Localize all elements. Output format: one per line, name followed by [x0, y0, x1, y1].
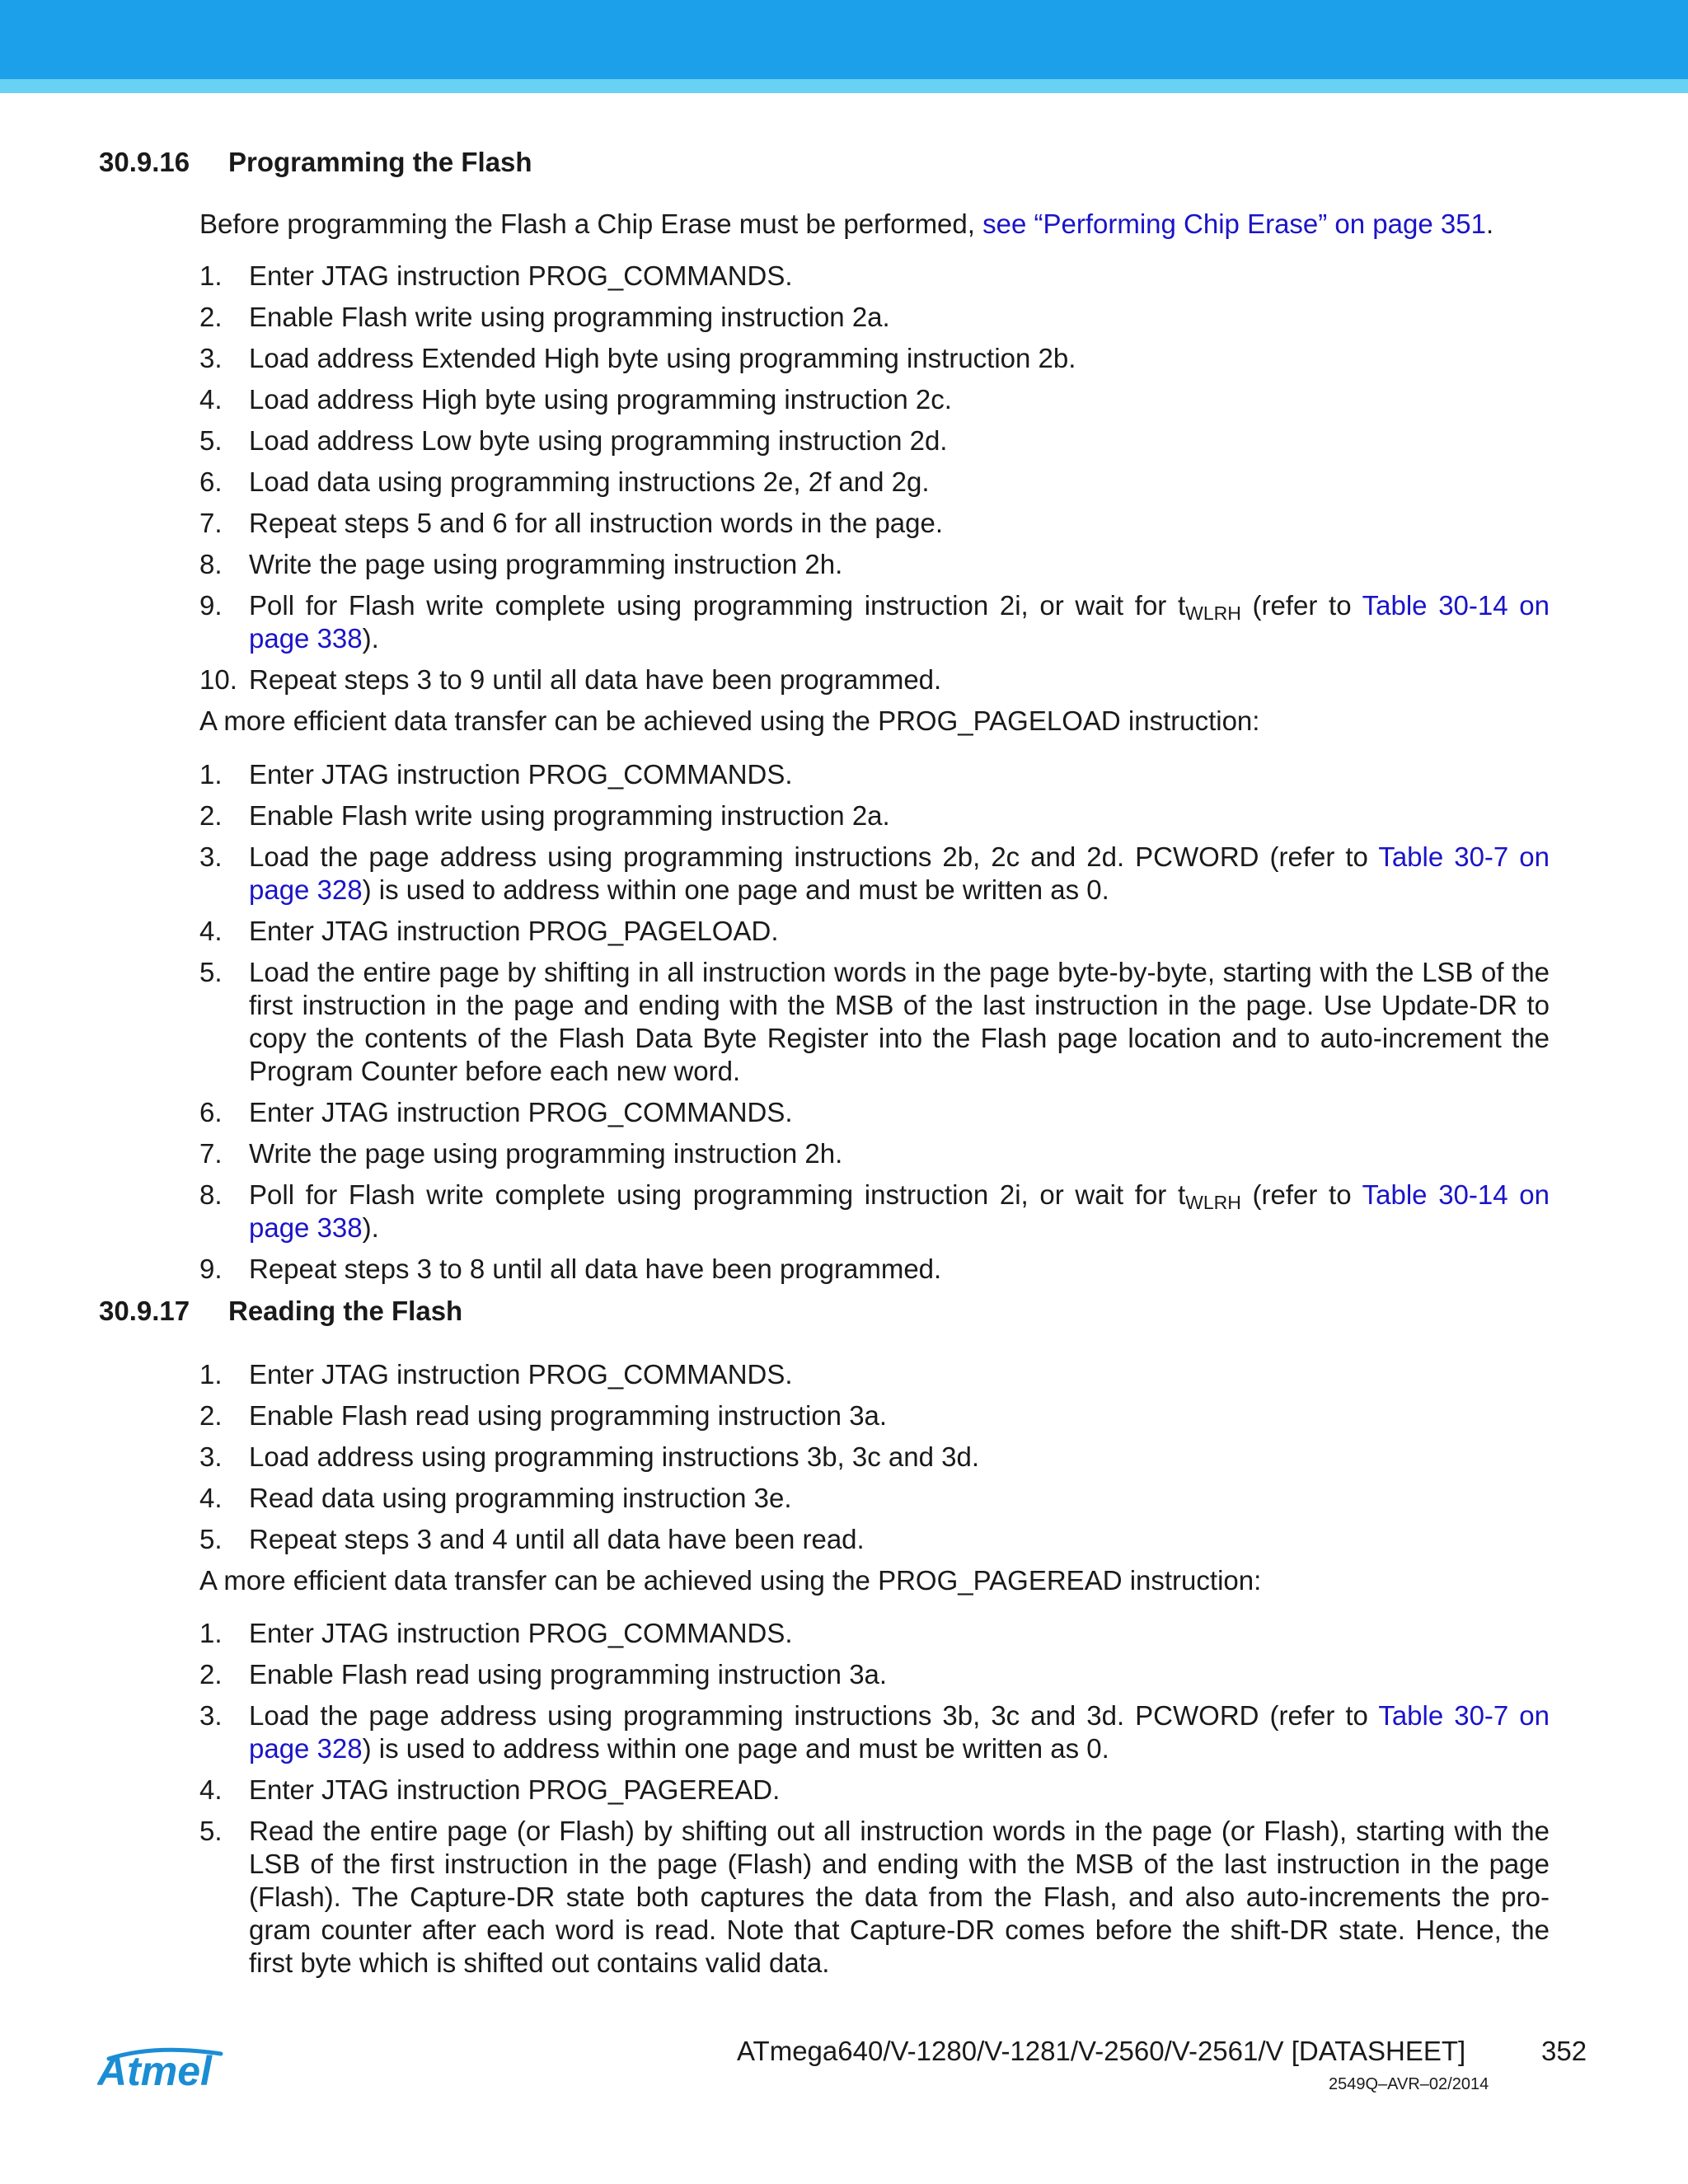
list-item	[199, 1658, 1550, 1691]
list-item	[199, 1617, 1550, 1650]
list-item	[199, 1179, 1550, 1244]
list-text: Enter JTAG instruction PROG_COMMANDS.	[249, 1097, 793, 1127]
list-text: Read data using programming instruction 3e.	[249, 1483, 792, 1513]
section-heading	[99, 147, 532, 178]
efficient-write-paragraph: A more efficient data transfer can be achieved using the PROG_PAGELOAD instruction:	[199, 705, 1260, 736]
intro-period: .	[1485, 209, 1494, 239]
list-text-part: (refer to	[1240, 1179, 1362, 1210]
list-number: 3.	[199, 841, 223, 872]
list-number: 1.	[199, 1618, 223, 1648]
list-item	[199, 507, 1550, 540]
intro-paragraph	[199, 208, 1550, 241]
list-text: Enable Flash read using programming instruction 3a.	[249, 1659, 888, 1690]
document-code: 2549Q–AVR–02/2014	[1329, 2075, 1489, 2093]
list-text-part: Load the page address using programming instructions 3b, 3c and 3d. PCWORD (refer to	[249, 1700, 1379, 1731]
list-item	[199, 915, 1550, 948]
section-number: 30.9.17	[99, 1296, 190, 1326]
list-item	[199, 841, 1550, 907]
list-number: 5.	[199, 957, 223, 987]
list-text-part: Poll for Flash write complete using programming instruction 2i, or wait for t	[249, 1179, 1186, 1210]
list-number: 4.	[199, 1483, 223, 1513]
atmel-logo	[97, 2042, 246, 2093]
list-text: Repeat steps 3 to 8 until all data have been programmed.	[249, 1254, 942, 1284]
table-30-14-link[interactable]: Table 30-14 on page 338	[249, 590, 1550, 654]
list-number: 7.	[199, 508, 223, 538]
list-item	[199, 758, 1550, 791]
list-number: 2.	[199, 800, 223, 831]
list-number: 2.	[199, 1400, 223, 1431]
list-number: 1.	[199, 260, 223, 291]
list-item	[199, 1699, 1550, 1765]
list-item	[199, 548, 1550, 581]
header-stripe	[0, 79, 1688, 93]
list-text: Enter JTAG instruction PROG_COMMANDS.	[249, 759, 793, 790]
list-item	[199, 956, 1550, 1088]
efficient-read-paragraph: A more efficient data transfer can be achieved using the PROG_PAGEREAD instruction:	[199, 1565, 1262, 1596]
list-item	[199, 1096, 1550, 1129]
list-text: Enable Flash read using programming instruction 3a.	[249, 1400, 888, 1431]
list-text	[249, 1699, 1550, 1765]
list-item	[199, 1358, 1550, 1391]
list-text: Write the page using programming instruction 2h.	[249, 549, 843, 579]
footer-document-title: ATmega640/V-1280/V-1281/V-2560/V-2561/V [DATASHEET]	[737, 2036, 1466, 2066]
list-item	[199, 1137, 1550, 1170]
list-item	[199, 799, 1550, 832]
list-text: Repeat steps 3 to 9 until all data have been programmed.	[249, 664, 942, 695]
list-item	[199, 1774, 1550, 1807]
list-number: 3.	[199, 1441, 223, 1472]
list-number: 2.	[199, 302, 223, 332]
list-item	[199, 663, 1550, 696]
list-number: 6.	[199, 1097, 223, 1127]
list-text: Write the page using programming instruction 2h.	[249, 1138, 843, 1169]
list-text: Enter JTAG instruction PROG_COMMANDS.	[249, 1618, 793, 1648]
list-number: 10.	[199, 664, 237, 695]
list-text: Enter JTAG instruction PROG_COMMANDS.	[249, 1359, 793, 1390]
table-30-7-link[interactable]: Table 30-7 on page 328	[249, 1700, 1550, 1764]
list-item	[199, 1523, 1550, 1556]
list-text-part: ).	[362, 1212, 379, 1243]
logo-text: Atmel	[97, 2048, 212, 2093]
list-item	[199, 342, 1550, 375]
table-30-7-link[interactable]: Table 30-7 on page 328	[249, 841, 1550, 905]
list-item	[199, 466, 1550, 499]
list-number: 5.	[199, 1816, 223, 1846]
list-text: Load address Low byte using programming instruction 2d.	[249, 425, 948, 456]
list-number: 1.	[199, 759, 223, 790]
section-number: 30.9.16	[99, 147, 190, 177]
list-number: 8.	[199, 1179, 223, 1210]
list-number: 5.	[199, 425, 223, 456]
list-text	[249, 1179, 1550, 1244]
list-text: Repeat steps 3 and 4 until all data have been read.	[249, 1524, 865, 1554]
list-text: Load address High byte using programming instruction 2c.	[249, 384, 952, 415]
header-band	[0, 0, 1688, 79]
list-text: Read the entire page (or Flash) by shifting out all instruction words in the page (or Flash), starting with the LSB of the first instruction in the page (Flash) and ending with the MSB of the last instruction in the page (Flash). The Capture-DR state both captures the data from the Flash, and also auto-increments the pro-gram counter after each word is read. Note that Capture-DR comes before the shift-DR state. Hence, the first byte which is shifted out contains valid data.	[249, 1816, 1550, 1978]
list-number: 2.	[199, 1659, 223, 1690]
list-number: 8.	[199, 549, 223, 579]
list-text: Enter JTAG instruction PROG_COMMANDS.	[249, 260, 793, 291]
list-number: 7.	[199, 1138, 223, 1169]
list-item	[199, 1253, 1550, 1286]
list-text: Enter JTAG instruction PROG_PAGELOAD.	[249, 916, 779, 946]
table-30-14-link[interactable]: Table 30-14 on page 338	[249, 1179, 1550, 1243]
list-item	[199, 1482, 1550, 1515]
list-number: 6.	[199, 466, 223, 497]
list-item	[199, 589, 1550, 655]
list-text: Load address Extended High byte using programming instruction 2b.	[249, 343, 1076, 373]
list-item	[199, 1399, 1550, 1432]
list-text-part: ).	[362, 623, 379, 654]
list-number: 3.	[199, 343, 223, 373]
list-number: 4.	[199, 384, 223, 415]
page-number: 352	[1541, 2036, 1587, 2066]
list-text-part: ) is used to address within one page and must be written as 0.	[362, 1733, 1109, 1764]
list-text-part: Load the page address using programming instructions 2b, 2c and 2d. PCWORD (refer to	[249, 841, 1379, 872]
subscript: WLRH	[1185, 602, 1241, 624]
list-number: 5.	[199, 1524, 223, 1554]
section-title: Reading the Flash	[228, 1296, 463, 1326]
intro-text: Before programming the Flash a Chip Erase must be performed,	[199, 209, 983, 239]
list-item	[199, 424, 1550, 457]
list-number: 9.	[199, 590, 223, 621]
chip-erase-link[interactable]: see “Performing Chip Erase” on page 351	[982, 209, 1486, 239]
list-item	[199, 260, 1550, 293]
list-text: Enable Flash write using programming instruction 2a.	[249, 800, 890, 831]
list-text: Repeat steps 5 and 6 for all instruction words in the page.	[249, 508, 943, 538]
list-text: Load address using programming instructions 3b, 3c and 3d.	[249, 1441, 980, 1472]
list-text-part: ) is used to address within one page and must be written as 0.	[362, 874, 1109, 905]
list-text	[249, 589, 1550, 655]
list-text-part: Poll for Flash write complete using programming instruction 2i, or wait for t	[249, 590, 1186, 621]
section-title: Programming the Flash	[228, 147, 532, 177]
list-item	[199, 1815, 1550, 1980]
list-number: 4.	[199, 916, 223, 946]
list-item	[199, 301, 1550, 334]
list-text: Load the entire page by shifting in all instruction words in the page byte-by-byte, starting with the LSB of the first instruction in the page and ending with the MSB of the last instruction in the page. Use Update-DR to copy the contents of the Flash Data Byte Register into the Flash page location and to auto-increment the Program Counter before each new word.	[249, 957, 1550, 1086]
section-heading	[99, 1296, 462, 1327]
list-text: Enable Flash write using programming instruction 2a.	[249, 302, 890, 332]
list-text-part: (refer to	[1240, 590, 1362, 621]
list-number: 4.	[199, 1774, 223, 1805]
list-number: 1.	[199, 1359, 223, 1390]
list-number: 9.	[199, 1254, 223, 1284]
list-text: Enter JTAG instruction PROG_PAGEREAD.	[249, 1774, 781, 1805]
list-item	[199, 383, 1550, 416]
subscript: WLRH	[1185, 1192, 1241, 1213]
list-number: 3.	[199, 1700, 223, 1731]
list-text: Load data using programming instructions 2e, 2f and 2g.	[249, 466, 930, 497]
list-text	[249, 841, 1550, 907]
list-item	[199, 1441, 1550, 1474]
